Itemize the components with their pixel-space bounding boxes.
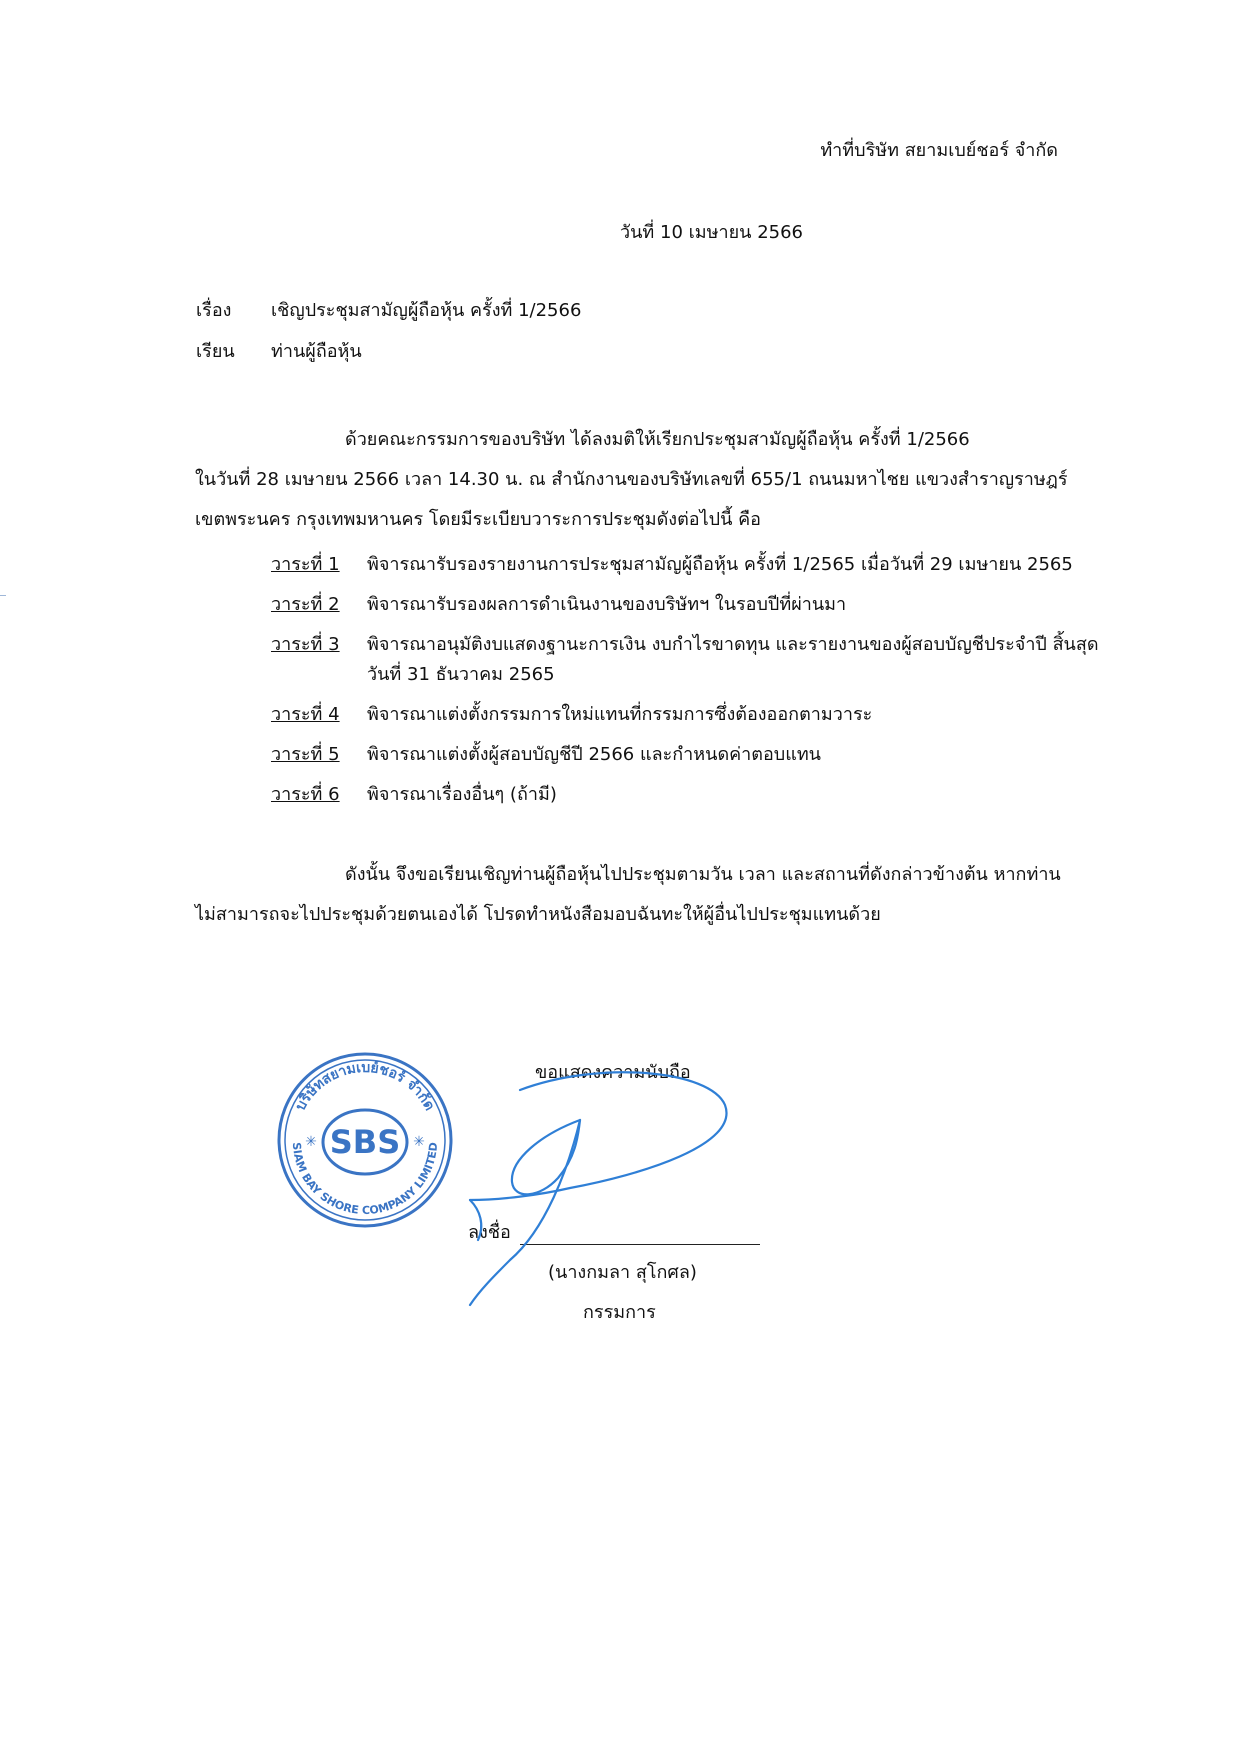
scan-edge-mark — [0, 595, 6, 596]
sign-label: ลงชื่อ — [468, 1222, 511, 1243]
agenda-text: พิจารณารับรองรายงานการประชุมสามัญผู้ถือหุ้น ครั้งที่ 1/2565 เมื่อวันที่ 29 เมษายน 2565 — [367, 554, 1073, 575]
signer-position: กรรมการ — [583, 1302, 656, 1323]
subject-label: เรื่อง — [196, 300, 232, 321]
agenda-number: วาระที่ 5 — [271, 744, 340, 765]
agenda-item-6 — [271, 780, 1101, 810]
agenda-text: พิจารณาอนุมัติงบแสดงฐานะการเงิน งบกำไรขาดทุน และรายงานของผู้สอบบัญชีประจำปี สิ้นสุด วันที่ 31 ธันวาคม 2565 — [367, 634, 1099, 685]
agenda-number: วาระที่ 3 — [271, 634, 340, 655]
intro-line-3: เขตพระนคร กรุงเทพมหานคร โดยมีระเบียบวาระการประชุมดังต่อไปนี้ คือ — [195, 509, 761, 530]
seal-top-text: บริษัทสยามเบย์ชอร์ จำกัด — [292, 1059, 438, 1114]
closing-paragraph — [195, 855, 1087, 935]
signer-name: (นางกมลา สุโกศล) — [548, 1262, 697, 1283]
seal-star-right-icon: ✳ — [413, 1134, 425, 1150]
intro-line-2: ในวันที่ 28 เมษายน 2566 เวลา 14.30 น. ณ สำนักงานของบริษัทเลขที่ 655/1 ถนนมหาไชย แขวงสำราญราษฎร์ — [195, 469, 1068, 490]
company-seal-stamp — [275, 1050, 455, 1230]
seal-bottom-text: SIAM BAY SHORE COMPANY LIMITED — [289, 1141, 441, 1218]
regards-text: ขอแสดงความนับถือ — [535, 1062, 691, 1083]
recipient-text: ท่านผู้ถือหุ้น — [271, 341, 362, 362]
agenda-text: พิจารณาแต่งตั้งกรรมการใหม่แทนที่กรรมการซึ่งต้องออกตามวาระ — [367, 704, 873, 725]
closing-line-2: ไม่สามารถจะไปประชุมด้วยตนเองได้ โปรดทำหนังสือมอบฉันทะให้ผู้อื่นไปประชุมแทนด้วย — [195, 904, 881, 925]
agenda-number: วาระที่ 6 — [271, 784, 340, 805]
svg-text:บริษัทสยามเบย์ชอร์ จำกัด — [293, 1059, 438, 1113]
agenda-item-2 — [271, 590, 1101, 620]
agenda-number: วาระที่ 4 — [271, 704, 340, 725]
seal-center-text: SBS — [329, 1123, 401, 1161]
issuing-place: ทำที่บริษัท สยามเบย์ชอร์ จำกัด — [820, 140, 1058, 161]
intro-line-1: ด้วยคณะกรรมการของบริษัท ได้ลงมติให้เรียกประชุมสามัญผู้ถือหุ้น ครั้งที่ 1/2566 — [345, 429, 970, 450]
agenda-number: วาระที่ 2 — [271, 594, 340, 615]
agenda-text: พิจารณารับรองผลการดำเนินงานของบริษัทฯ ในรอบปีที่ผ่านมา — [367, 594, 847, 615]
subject-text: เชิญประชุมสามัญผู้ถือหุ้น ครั้งที่ 1/2566 — [271, 300, 582, 321]
agenda-item-5 — [271, 740, 1101, 770]
closing-line-1: ดังนั้น จึงขอเรียนเชิญท่านผู้ถือหุ้นไปประชุมตามวัน เวลา และสถานที่ดังกล่าวข้างต้น หากท่าน — [345, 864, 1061, 885]
agenda-list — [271, 550, 1101, 820]
agenda-item-1 — [271, 550, 1101, 580]
agenda-text: พิจารณาเรื่องอื่นๆ (ถ้ามี) — [367, 784, 557, 805]
agenda-text: พิจารณาแต่งตั้งผู้สอบบัญชีปี 2566 และกำหนดค่าตอบแทน — [367, 744, 821, 765]
letter-date: วันที่ 10 เมษายน 2566 — [620, 222, 803, 243]
agenda-item-4 — [271, 700, 1101, 730]
handwritten-signature-drawing — [440, 1050, 740, 1330]
agenda-item-3 — [271, 630, 1101, 690]
agenda-number: วาระที่ 1 — [271, 554, 340, 575]
recipient-label: เรียน — [196, 341, 235, 362]
intro-paragraph — [195, 420, 1087, 540]
seal-star-left-icon: ✳ — [305, 1134, 317, 1150]
